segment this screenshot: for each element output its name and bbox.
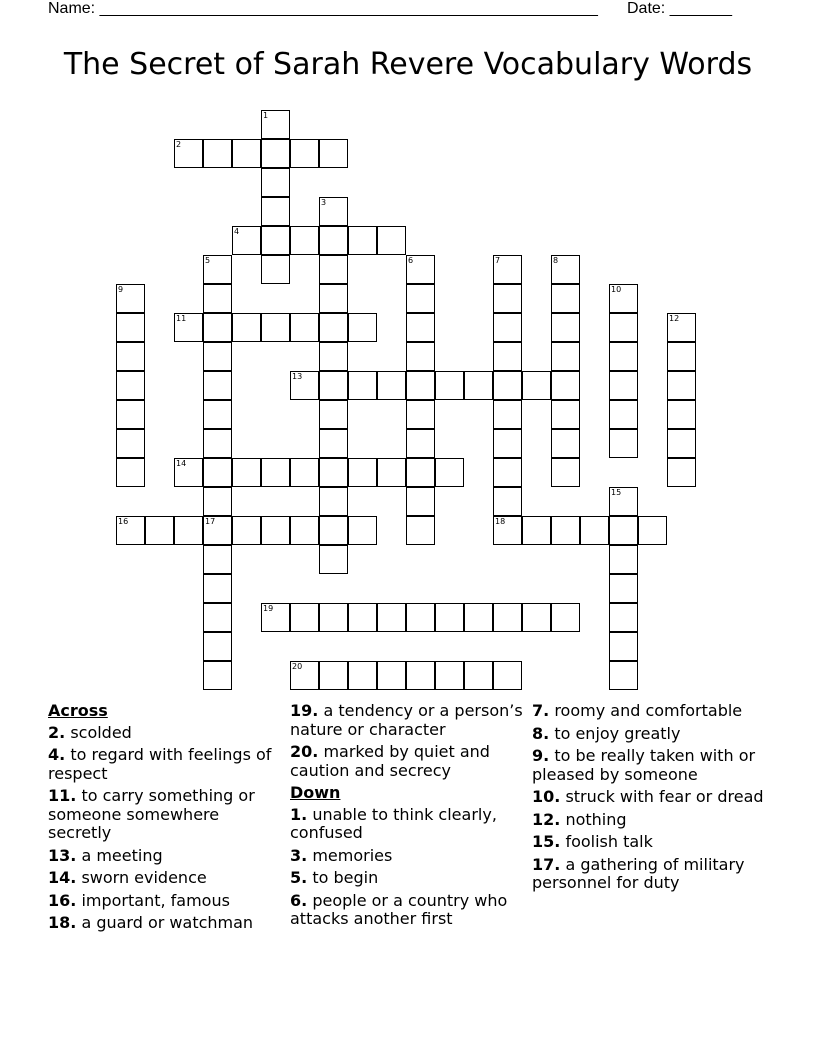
grid-cell[interactable] [319,371,348,400]
grid-cell[interactable] [667,342,696,371]
grid-cell[interactable] [609,603,638,632]
grid-cell[interactable] [319,429,348,458]
grid-cell[interactable] [609,574,638,603]
clue-number: 20. [290,742,319,761]
grid-cell[interactable] [609,371,638,400]
clue-start-number: 14 [176,459,187,468]
clue-text: to be really taken with or pleased by someone [532,746,756,784]
grid-cell[interactable] [406,371,435,400]
grid-cell[interactable] [116,342,145,371]
clue-number: 14. [48,868,77,887]
grid-cell[interactable] [145,516,174,545]
grid-cell[interactable] [522,371,551,400]
grid-cell[interactable] [609,516,638,545]
grid-cell[interactable] [551,284,580,313]
clue-text: struck with fear or dread [565,787,764,806]
clue-down-3 [290,847,526,866]
grid-cell[interactable] [348,371,377,400]
grid-cell[interactable] [319,545,348,574]
grid-cell[interactable] [609,400,638,429]
grid-cell[interactable] [261,197,290,226]
grid-cell[interactable] [116,458,145,487]
grid-cell[interactable] [435,458,464,487]
clue-start-number: 19 [263,604,274,613]
grid-cell[interactable] [493,603,522,632]
clue-text: to enjoy greatly [554,723,681,743]
clue-text: a tendency or a person’s nature or character [290,701,523,739]
clue-text: memories [312,845,393,865]
clue-down-5 [290,869,526,888]
grid-cell[interactable] [406,603,435,632]
clue-down-6 [290,892,526,929]
clue-number: 10. [532,787,561,806]
grid-cell[interactable] [319,284,348,313]
grid-cell[interactable] [261,139,290,168]
clue-start-number: 1 [263,111,269,120]
grid-cell[interactable] [203,574,232,603]
clue-number: 3. [290,845,308,865]
clue-number: 9. [532,746,550,765]
grid-cell[interactable] [319,400,348,429]
grid-cell[interactable] [551,603,580,632]
clue-number: 18. [48,913,77,932]
grid-cell[interactable] [493,371,522,400]
clue-down-1 [290,806,526,843]
clue-number: 8. [532,723,550,743]
clue-text: a guard or watchman [81,913,254,932]
grid-cell[interactable] [116,371,145,400]
grid-cell[interactable] [290,516,319,545]
grid-cell[interactable] [116,400,145,429]
grid-cell[interactable] [493,487,522,516]
clue-start-number: 4 [234,227,240,236]
clue-number: 6. [290,890,308,910]
clue-across-16 [48,892,284,911]
grid-cell[interactable] [319,255,348,284]
clue-start-number: 12 [669,314,680,323]
clue-number: 11. [48,786,77,805]
grid-cell[interactable] [609,429,638,458]
clue-text: unable to think clearly, confused [290,804,497,842]
grid-cell[interactable] [348,458,377,487]
grid-cell[interactable] [319,487,348,516]
grid-cell[interactable] [203,458,232,487]
grid-cell[interactable] [232,139,261,168]
grid-cell[interactable] [551,313,580,342]
clue-text: scolded [70,722,132,742]
grid-cell[interactable] [348,516,377,545]
grid-cell[interactable] [435,371,464,400]
clue-start-number: 16 [118,517,129,526]
clue-across-13 [48,847,284,866]
clue-start-number: 2 [176,140,182,149]
clue-start-number: 10 [611,285,622,294]
grid-cell[interactable] [319,139,348,168]
grid-cell[interactable] [290,226,319,255]
clue-text: a gathering of military personnel for duty [532,854,745,892]
page-title: The Secret of Sarah Revere Vocabulary Words [63,47,753,82]
grid-cell[interactable] [406,313,435,342]
grid-cell[interactable] [551,371,580,400]
clue-down-15 [532,833,768,852]
grid-cell[interactable] [203,139,232,168]
grid-cell[interactable] [203,429,232,458]
clue-start-number: 15 [611,488,622,497]
grid-cell[interactable] [667,458,696,487]
grid-cell[interactable] [290,139,319,168]
grid-cell[interactable] [406,458,435,487]
grid-cell[interactable] [203,313,232,342]
grid-cell[interactable] [377,226,406,255]
clue-start-number: 8 [553,256,559,265]
grid-cell[interactable] [203,661,232,690]
clue-text: to begin [312,868,379,887]
grid-cell[interactable] [377,458,406,487]
clue-column-2 [290,702,526,933]
clue-across-14 [48,869,284,888]
down-heading: Down [290,783,341,802]
clue-down-17 [532,856,768,893]
grid-cell[interactable] [609,661,638,690]
grid-cell[interactable] [464,603,493,632]
clue-start-number: 13 [292,372,303,381]
grid-cell[interactable] [203,400,232,429]
clue-text: marked by quiet and caution and secrecy [290,742,490,780]
clue-down-9 [532,747,768,784]
grid-cell[interactable] [232,458,261,487]
clue-across-4 [48,746,284,783]
clue-across-20 [290,743,526,780]
grid-cell[interactable] [319,603,348,632]
clue-text: important, famous [81,890,230,910]
grid-cell[interactable] [493,429,522,458]
grid-cell[interactable] [580,516,609,545]
grid-cell[interactable] [319,226,348,255]
grid-cell[interactable] [348,313,377,342]
clue-number: 4. [48,745,66,764]
grid-cell[interactable] [435,603,464,632]
grid-cell[interactable] [522,603,551,632]
clue-number: 19. [290,701,319,720]
clue-down-7 [532,702,768,721]
grid-cell[interactable] [609,545,638,574]
clue-text: nothing [565,809,627,829]
grid-cell[interactable] [406,342,435,371]
grid-cell[interactable] [551,342,580,371]
grid-cell[interactable] [232,516,261,545]
grid-cell[interactable] [319,458,348,487]
clue-start-number: 3 [321,198,327,207]
grid-cell[interactable] [609,342,638,371]
clue-text: to carry something or someone somewhere secretly [48,786,255,842]
grid-cell[interactable] [203,487,232,516]
grid-cell[interactable] [609,632,638,661]
grid-cell[interactable] [377,371,406,400]
clue-column-3 [532,702,768,897]
grid-cell[interactable] [319,661,348,690]
grid-cell[interactable] [667,371,696,400]
grid-cell[interactable] [203,342,232,371]
grid-cell[interactable] [493,458,522,487]
clue-column-1 [48,702,284,937]
grid-cell[interactable] [667,400,696,429]
clue-start-number: 18 [495,517,506,526]
grid-cell[interactable] [261,168,290,197]
clue-number: 15. [532,832,561,851]
clue-number: 13. [48,845,77,865]
grid-cell[interactable] [435,661,464,690]
grid-cell[interactable] [638,516,667,545]
clue-across-11 [48,787,284,843]
grid-cell[interactable] [377,603,406,632]
clue-down-10 [532,788,768,807]
grid-cell[interactable] [290,313,319,342]
grid-cell[interactable] [348,661,377,690]
name-field[interactable]: Name: ________________________________________________________ [48,0,598,17]
grid-cell[interactable] [667,429,696,458]
grid-cell[interactable] [232,313,261,342]
grid-cell[interactable] [406,429,435,458]
clue-number: 17. [532,854,561,874]
grid-cell[interactable] [290,603,319,632]
clue-start-number: 5 [205,256,211,265]
across-heading: Across [48,701,108,720]
grid-cell[interactable] [348,603,377,632]
grid-cell[interactable] [406,400,435,429]
grid-cell[interactable] [406,661,435,690]
grid-cell[interactable] [464,371,493,400]
grid-cell[interactable] [174,516,203,545]
clue-start-number: 11 [176,314,187,323]
grid-cell[interactable] [290,458,319,487]
clue-text: roomy and comfortable [554,701,743,720]
grid-cell[interactable] [203,632,232,661]
clue-down-12 [532,811,768,830]
clue-across-18 [48,914,284,933]
grid-cell[interactable] [493,661,522,690]
clue-text: people or a country who attacks another first [290,890,508,928]
clue-number: 5. [290,868,308,887]
grid-cell[interactable] [203,371,232,400]
grid-cell[interactable] [116,429,145,458]
grid-cell[interactable] [203,284,232,313]
grid-cell[interactable] [493,342,522,371]
grid-cell[interactable] [406,284,435,313]
grid-cell[interactable] [203,545,232,574]
grid-cell[interactable] [406,516,435,545]
clue-number: 16. [48,890,77,910]
grid-cell[interactable] [319,516,348,545]
grid-cell[interactable] [319,313,348,342]
clue-number: 12. [532,809,561,829]
clue-start-number: 9 [118,285,124,294]
grid-cell[interactable] [116,313,145,342]
grid-cell[interactable] [551,458,580,487]
clue-text: sworn evidence [81,868,207,887]
clue-start-number: 20 [292,662,303,671]
clue-start-number: 7 [495,256,501,265]
clue-across-2 [48,724,284,743]
clue-number: 1. [290,804,308,824]
grid-cell[interactable] [261,313,290,342]
grid-cell[interactable] [406,487,435,516]
date-field[interactable]: Date: _______ [627,0,732,17]
grid-cell[interactable] [493,284,522,313]
clue-start-number: 6 [408,256,414,265]
clue-start-number: 17 [205,517,216,526]
clue-text: foolish talk [565,832,653,851]
grid-cell[interactable] [261,226,290,255]
grid-cell[interactable] [551,429,580,458]
clue-down-8 [532,725,768,744]
clue-text: a meeting [81,845,163,865]
grid-cell[interactable] [551,516,580,545]
grid-cell[interactable] [464,661,493,690]
grid-cell[interactable] [261,458,290,487]
clue-number: 7. [532,701,550,720]
clue-text: to regard with feelings of respect [48,745,272,783]
clue-number: 2. [48,722,66,742]
grid-cell[interactable] [493,313,522,342]
grid-cell[interactable] [348,226,377,255]
grid-cell[interactable] [522,516,551,545]
grid-cell[interactable] [319,342,348,371]
grid-cell[interactable] [609,313,638,342]
grid-cell[interactable] [261,255,290,284]
grid-cell[interactable] [551,400,580,429]
grid-cell[interactable] [203,603,232,632]
clue-across-19 [290,702,526,739]
grid-cell[interactable] [261,516,290,545]
grid-cell[interactable] [493,400,522,429]
grid-cell[interactable] [377,661,406,690]
